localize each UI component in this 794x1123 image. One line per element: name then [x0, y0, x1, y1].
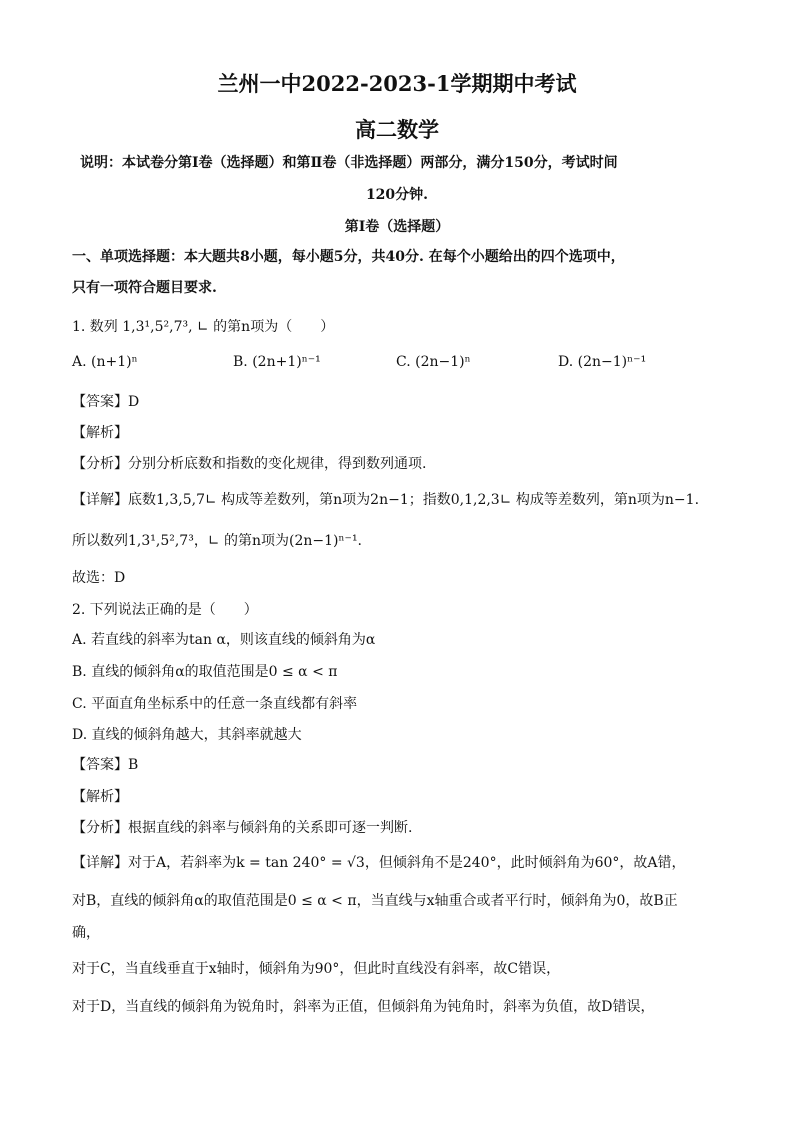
q1-stem-suffix: 的第n项为（ ） — [213, 319, 335, 335]
q2-option-c: C. 平面直角坐标系中的任意一条直线都有斜率 — [72, 696, 358, 712]
q2-stem: 2. 下列说法正确的是（ ） — [72, 602, 258, 618]
q1-option-d-expr: (2n−1)ⁿ⁻¹ — [577, 354, 647, 370]
q1-option-a — [72, 354, 138, 370]
q1-option-c-label: C. — [396, 354, 411, 370]
exam-note-line2: 120分钟. — [365, 187, 429, 203]
q2-detail-line3: 确， — [72, 925, 100, 941]
q1-detail-line2: 所以数列1,3¹,5²,7³，∟ 的第n项为(2n−1)ⁿ⁻¹. — [72, 533, 363, 549]
section-heading: 第Ⅰ卷（选择题） — [344, 219, 450, 235]
q2-detail-line1 — [72, 852, 686, 872]
q2-option-d: D. 直线的倾斜角越大，其斜率就越大 — [72, 727, 302, 743]
exam-title: 兰州一中2022-2023-1学期期中考试 — [217, 71, 577, 96]
q1-answer-tag: 【答案】 — [72, 394, 128, 410]
q2-fenxi-text: 根据直线的斜率与倾斜角的关系即可逐一判断. — [128, 820, 413, 836]
q1-detail-line1 — [72, 489, 699, 509]
q2-answer-value: B — [128, 757, 139, 773]
q2-answer-tag: 【答案】 — [72, 757, 128, 773]
q1-fenxi — [72, 453, 426, 473]
q1-option-b — [233, 354, 321, 370]
q1-option-d — [558, 354, 646, 370]
q1-result: 故选：D — [72, 570, 126, 586]
q1-answer-value: D — [128, 394, 140, 410]
q1-option-a-label: A. — [72, 354, 87, 370]
q2-fenxi-tag: 【分析】 — [72, 820, 128, 836]
q1-detail-text1: 底数1,3,5,7∟ 构成等差数列，第n项为2n−1；指数0,1,2,3∟ 构成等差数列，第n项为n−1. — [128, 492, 700, 508]
q2-analysis-tag: 【解析】 — [72, 789, 128, 805]
part-instructions-line1: 一、单项选择题：本大题共8小题，每小题5分，共40分. 在每个小题给出的四个选项中， — [72, 249, 625, 265]
q2-detail-line5: 对于D，当直线的倾斜角为锐角时，斜率为正值，但倾斜角为钝角时，斜率为负值，故D错误， — [72, 999, 655, 1015]
q1-option-c-expr: (2n−1)ⁿ — [415, 354, 471, 370]
q1-stem-sequence: 1,3¹,5²,7³, ∟ — [122, 319, 209, 335]
q1-option-d-label: D. — [558, 354, 574, 370]
q1-answer — [72, 391, 139, 411]
q1-option-b-label: B. — [233, 354, 248, 370]
q1-option-a-expr: (n+1)ⁿ — [91, 354, 138, 370]
q2-detail-tag: 【详解】 — [72, 855, 128, 871]
q1-option-b-expr: (2n+1)ⁿ⁻¹ — [252, 354, 321, 370]
q1-stem — [72, 316, 334, 336]
exam-note-line1: 说明：本试卷分第Ⅰ卷（选择题）和第Ⅱ卷（非选择题）两部分，满分150分，考试时间 — [80, 155, 618, 171]
q2-answer — [72, 754, 138, 774]
q1-stem-prefix: 1. 数列 — [72, 319, 118, 335]
q1-fenxi-tag: 【分析】 — [72, 456, 128, 472]
q2-option-b: B. 直线的倾斜角α的取值范围是0 ≤ α < π — [72, 664, 338, 680]
q2-option-a: A. 若直线的斜率为tan α，则该直线的倾斜角为α — [72, 632, 376, 648]
part-instructions-line2: 只有一项符合题目要求. — [72, 280, 217, 296]
q1-detail-tag: 【详解】 — [72, 492, 128, 508]
exam-subject: 高二数学 — [355, 117, 439, 142]
q1-analysis-tag: 【解析】 — [72, 425, 128, 441]
q2-detail-text1: 对于A，若斜率为k = tan 240° = √3，但倾斜角不是240°，此时倾斜角为60°，故A错， — [128, 855, 686, 871]
q2-fenxi — [72, 817, 412, 837]
q2-detail-line4: 对于C，当直线垂直于x轴时，倾斜角为90°，但此时直线没有斜率，故C错误， — [72, 961, 561, 977]
q1-fenxi-text: 分别分析底数和指数的变化规律，得到数列通项. — [128, 456, 427, 472]
q1-option-c — [396, 354, 471, 370]
q2-detail-line2: 对B，直线的倾斜角α的取值范围是0 ≤ α < π，当直线与x轴重合或者平行时，倾斜角为0，故B正 — [72, 893, 678, 909]
